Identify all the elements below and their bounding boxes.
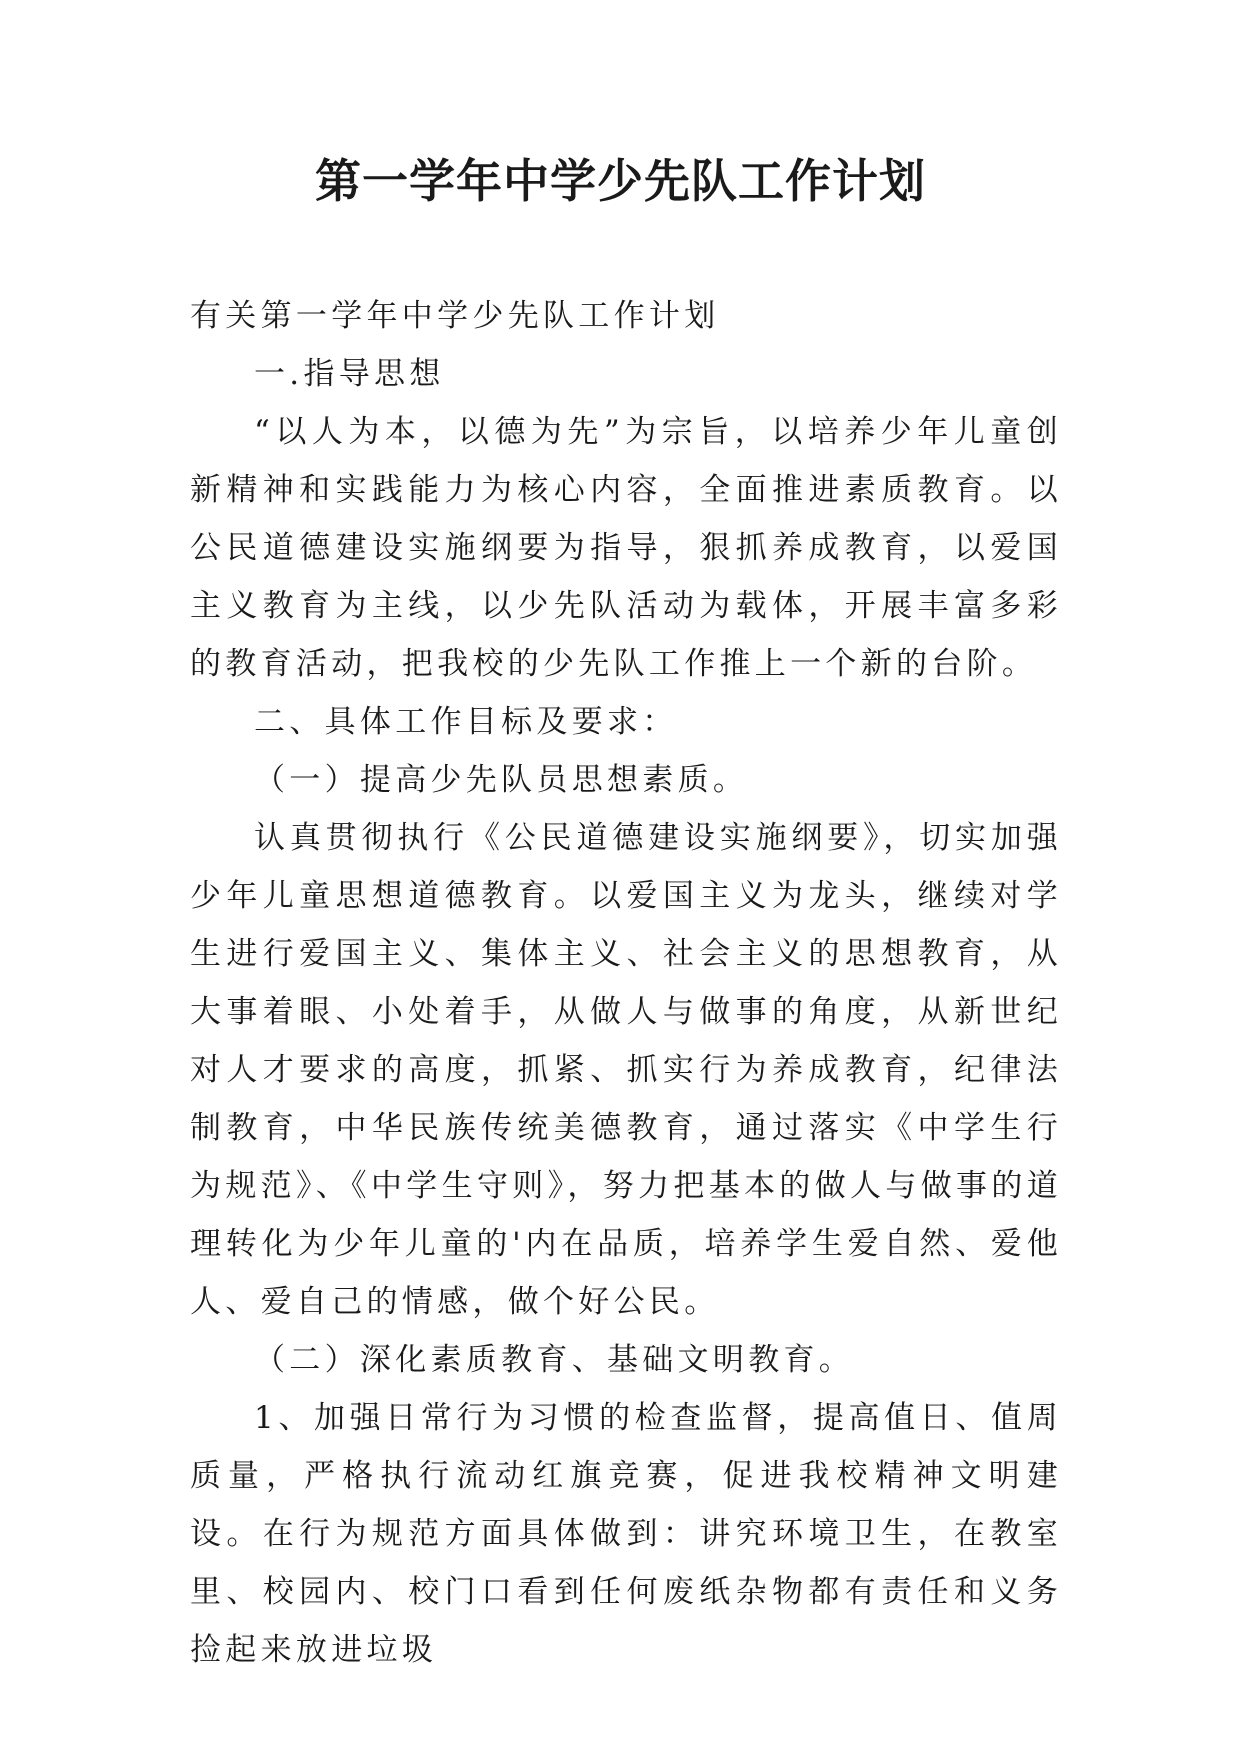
subsection-heading-2: （二）深化素质教育、基础文明教育。 bbox=[254, 1342, 855, 1378]
paragraph-ideological-quality: 认真贯彻执行《公民道德建设实施纲要》，切实加强少年儿童思想道德教育。以爱国主义为龙头，继续对学生进行爱国主义、集体主义、社会主义的思想教育，从大事着眼、小处着手，从做人与做事的角度，从新世纪对人才要求的高度，抓紧、抓实行为养成教育，纪律法制教育，中华民族传统美德教育，通过落实《中学生行为规范》、《中学生守则》，努力把基本的做人与做事的道理转化为少年儿童的'内在品质，培养学生爱自然、爱他人、爱自己的情感，做个好公民。 bbox=[190, 820, 1062, 1320]
paragraph-daily-habits: 1、加强日常行为习惯的检查监督，提高值日、值周质量，严格执行流动红旗竞赛，促进我校精神文明建设。在行为规范方面具体做到：讲究环境卫生，在教室里、校园内、校门口看到任何废纸杂物都有责任和义务捡起来放进垃圾 bbox=[190, 1400, 1062, 1668]
document-subtitle: 有关第一学年中学少先队工作计划 bbox=[190, 298, 720, 334]
subsection-heading-1: （一）提高少先队员思想素质。 bbox=[254, 762, 749, 798]
section-heading-goals: 二、具体工作目标及要求： bbox=[254, 704, 678, 740]
section-heading-guiding-ideology: 一.指导思想 bbox=[254, 356, 445, 392]
document-title: 第一学年中学少先队工作计划 bbox=[315, 154, 926, 208]
document-body bbox=[190, 287, 1062, 1679]
paragraph-guiding-ideology: “以人为本，以德为先”为宗旨，以培养少年儿童创新精神和实践能力为核心内容，全面推进素质教育。以公民道德建设实施纲要为指导，狠抓养成教育，以爱国主义教育为主线，以少先队活动为载体，开展丰富多彩的教育活动，把我校的少先队工作推上一个新的台阶。 bbox=[190, 414, 1062, 682]
